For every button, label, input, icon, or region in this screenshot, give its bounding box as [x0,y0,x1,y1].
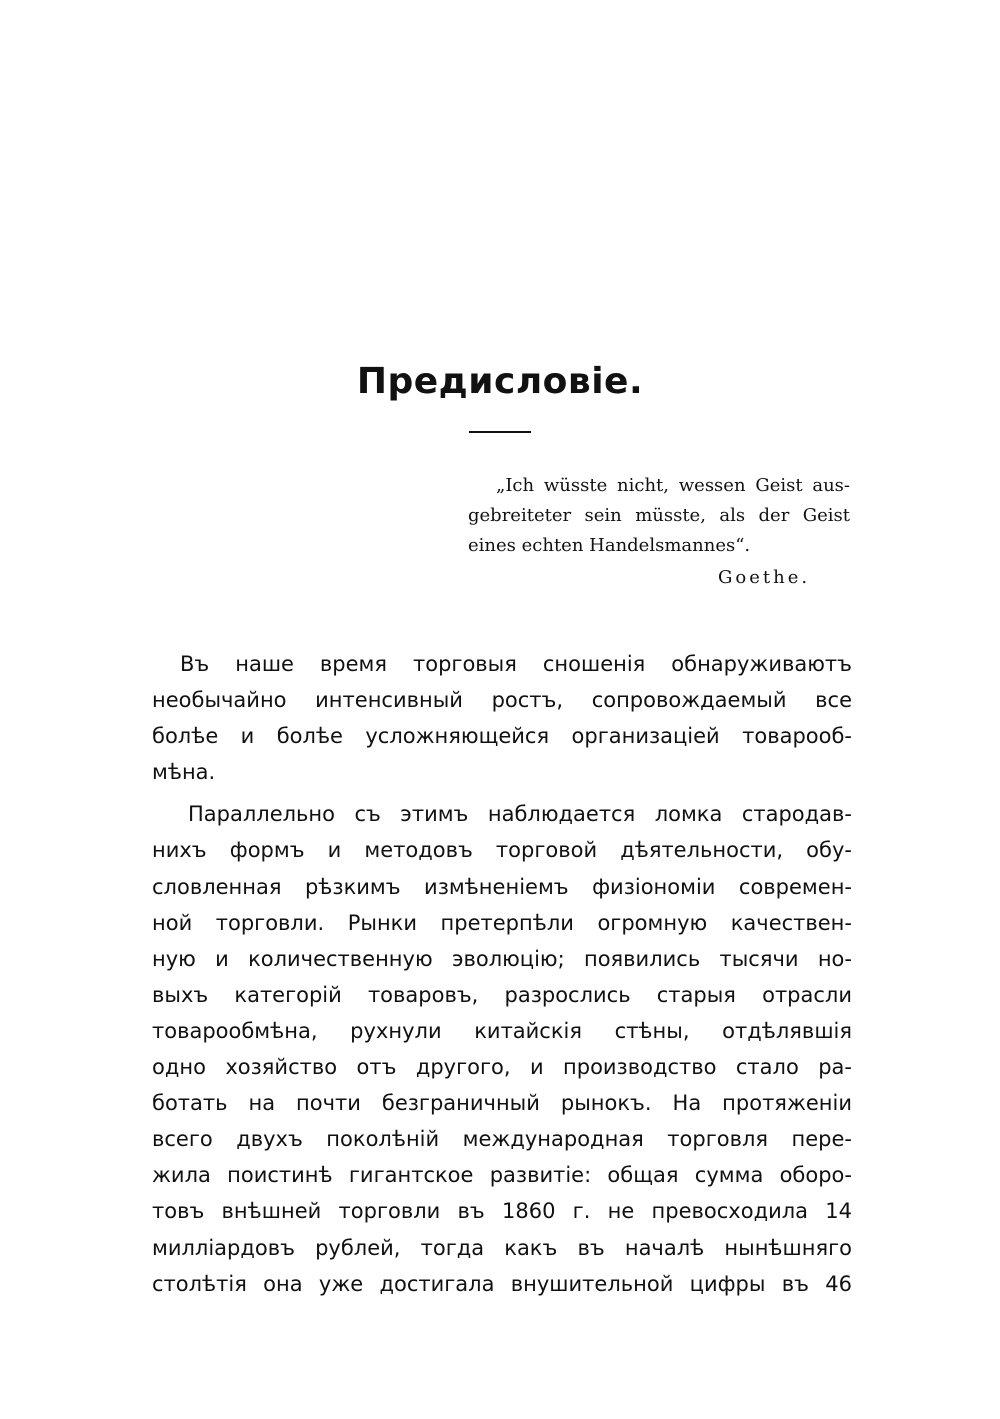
paragraph [152,796,852,1301]
text-line: одно хозяйство отъ другого, и производство стало ра- [152,1055,852,1080]
epigraph-line: gebreiteter sein müsste, als der Geist [468,505,850,526]
text-line: товъ внѣшней торговли въ 1860 г. не превосходила 14 [152,1199,852,1224]
text-line: нихъ формъ и методовъ торговой дѣятельности, обу- [152,838,852,863]
epigraph [468,471,850,561]
text-line: милліардовъ рублей, тогда какъ въ началѣ нынѣшняго [152,1235,852,1260]
text-line: товарообмѣна, рухнули китайскія стѣны, отдѣлявшія [152,1018,852,1043]
epigraph-line: „Ich wüsste nicht, wessen Geist aus- [496,475,850,496]
text-line: ботать на почти безграничный рынокъ. На протяженіи [152,1091,852,1116]
text-line: ной торговли. Рынки претерпѣли огромную качествен- [152,910,852,935]
text-line: Въ наше время торговыя сношенія обнаруживаютъ [180,652,852,676]
text-line: ную и количественную эволюцію; появились тысячи но- [152,946,852,971]
text-line: мѣна. [152,760,216,785]
text-line: необычайно интенсивный ростъ, сопровождаемый все [152,688,852,713]
text-line: выхъ категорій товаровъ, разрослись старыя отрасли [152,982,852,1007]
text-line: столѣтія она уже достигала внушительной цифры въ 46 [152,1271,852,1296]
text-line: словленная рѣзкимъ измѣненіемъ физіономіи современ- [152,874,852,899]
body-text [152,646,852,1302]
title-rule-divider [469,431,531,433]
epigraph-line: eines echten Handelsmannes“. [468,535,751,556]
text-line: Параллельно съ этимъ наблюдается ломка стародав- [188,802,852,827]
text-line: жила поистинѣ гигантское развитіе: общая сумма оборо- [152,1163,852,1188]
page-title: Предисловіе. [356,361,644,402]
paragraph [152,646,852,790]
epigraph-author: Goethe. [718,567,811,588]
text-line: болѣе и болѣе усложняющейся организаціей товарооб- [152,724,852,749]
text-line: всего двухъ поколѣній международная торговля пере- [152,1127,852,1152]
